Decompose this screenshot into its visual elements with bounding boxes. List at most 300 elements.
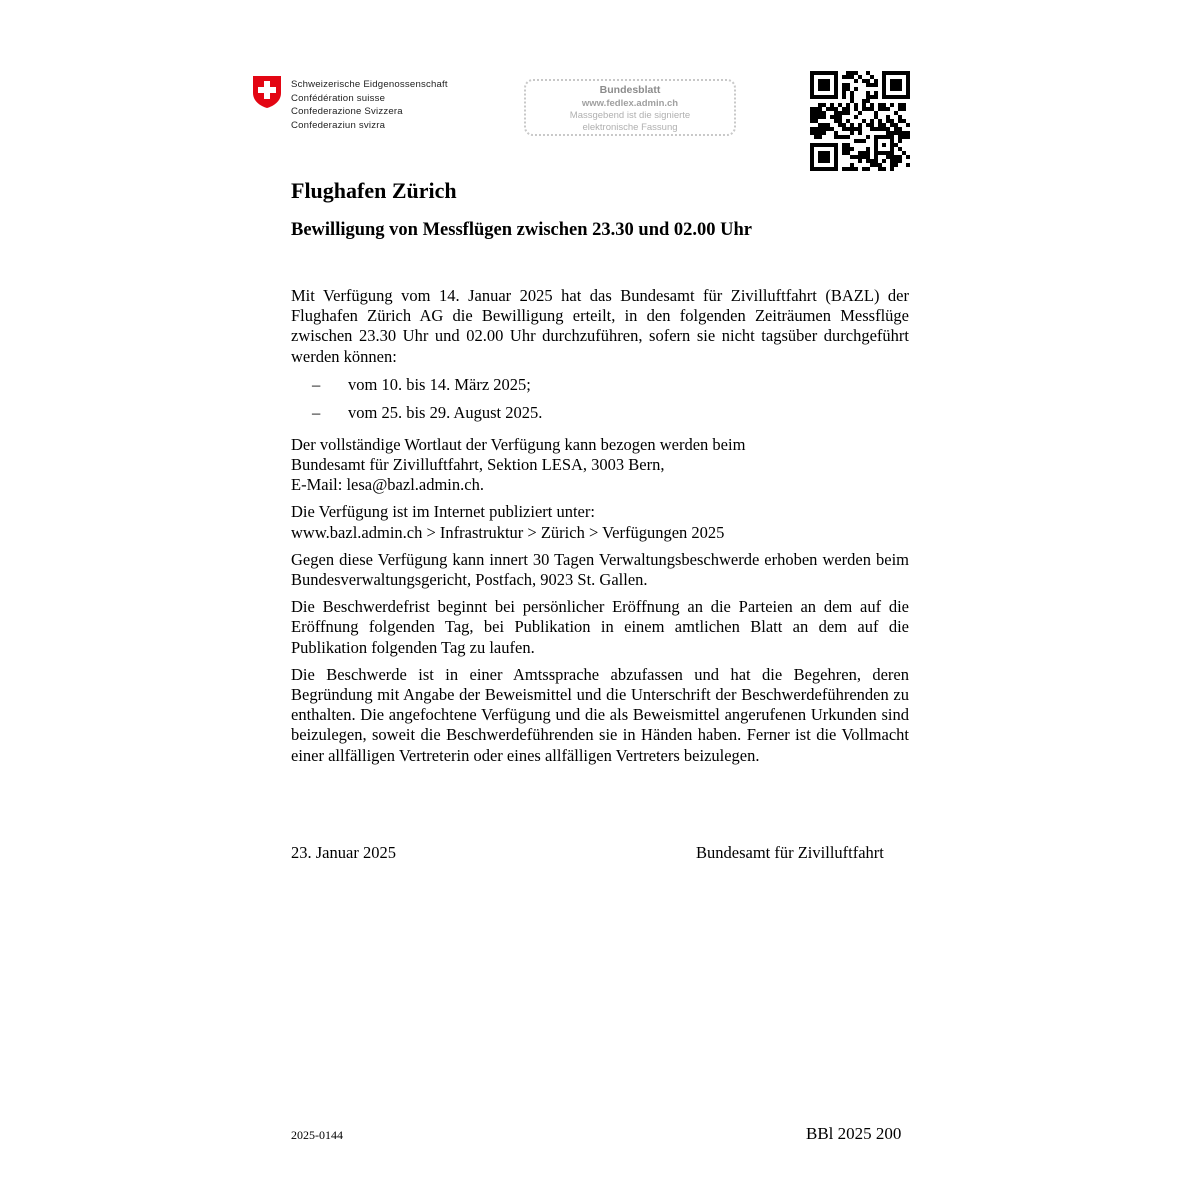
qr-module [822, 159, 826, 163]
qr-module [870, 83, 874, 87]
qr-module [898, 95, 902, 99]
qr-module [850, 99, 854, 103]
qr-module [854, 155, 858, 159]
qr-module [894, 71, 898, 75]
qr-module [846, 135, 850, 139]
qr-module [874, 95, 878, 99]
qr-module [830, 143, 834, 147]
qr-module [886, 151, 890, 155]
qr-module [818, 111, 822, 115]
qr-module [866, 135, 870, 139]
qr-module [906, 95, 910, 99]
qr-module [894, 159, 898, 163]
qr-module [894, 155, 898, 159]
qr-module [902, 95, 906, 99]
qr-module [894, 127, 898, 131]
qr-module [810, 75, 814, 79]
qr-module [834, 83, 838, 87]
qr-module [846, 83, 850, 87]
qr-module [814, 71, 818, 75]
qr-module [886, 115, 890, 119]
qr-module [906, 91, 910, 95]
qr-module [874, 79, 878, 83]
qr-module [842, 95, 846, 99]
qr-module [830, 127, 834, 131]
qr-module [826, 83, 830, 87]
qr-module [842, 135, 846, 139]
confederation-name-de: Schweizerische Eidgenossenschaft [291, 79, 448, 90]
qr-module [842, 91, 846, 95]
qr-module [842, 107, 846, 111]
qr-module [850, 163, 854, 167]
qr-module [874, 155, 878, 159]
qr-module [882, 75, 886, 79]
qr-module [846, 147, 850, 151]
qr-module [842, 143, 846, 147]
qr-module [882, 87, 886, 91]
qr-module [878, 127, 882, 131]
stamp-url: www.fedlex.admin.ch [581, 98, 679, 109]
qr-module [906, 131, 910, 135]
contact-email: E-Mail: lesa@bazl.admin.ch. [291, 475, 484, 495]
qr-module [818, 127, 822, 131]
qr-module [882, 143, 886, 147]
qr-module [866, 167, 870, 171]
bbl-reference: BBl 2025 200 [806, 1124, 902, 1143]
qr-module [906, 135, 910, 139]
qr-module [882, 83, 886, 87]
qr-module [906, 71, 910, 75]
qr-module [838, 115, 842, 119]
qr-module [902, 103, 906, 107]
qr-module [874, 147, 878, 151]
qr-module [830, 95, 834, 99]
qr-module [834, 107, 838, 111]
qr-module [822, 155, 826, 159]
issuing-authority: Bundesamt für Zivilluftfahrt [696, 843, 884, 862]
qr-module [850, 75, 854, 79]
qr-module [826, 123, 830, 127]
qr-module [810, 87, 814, 91]
qr-module [814, 127, 818, 131]
qr-module [854, 139, 858, 143]
qr-module [862, 139, 866, 143]
qr-module [906, 79, 910, 83]
qr-module [822, 127, 826, 131]
qr-module [906, 155, 910, 159]
qr-module [854, 87, 858, 91]
qr-module [882, 95, 886, 99]
qr-module [810, 151, 814, 155]
qr-module [866, 83, 870, 87]
qr-module [850, 131, 854, 135]
qr-module [822, 87, 826, 91]
stamp-note-line1: Massgebend ist die signierte [569, 110, 691, 121]
qr-module [854, 127, 858, 131]
qr-module [838, 123, 842, 127]
qr-module [810, 91, 814, 95]
qr-module [890, 135, 894, 139]
qr-module [818, 143, 822, 147]
qr-module [890, 83, 894, 87]
qr-module [810, 147, 814, 151]
qr-module [818, 115, 822, 119]
qr-module [814, 131, 818, 135]
document-body [291, 286, 909, 766]
period-text: vom 25. bis 29. August 2025. [348, 402, 543, 422]
qr-module [878, 167, 882, 171]
qr-module [890, 123, 894, 127]
qr-module [814, 143, 818, 147]
qr-module [842, 75, 846, 79]
qr-module [822, 111, 826, 115]
qr-module [834, 71, 838, 75]
qr-module [810, 119, 814, 123]
qr-module [886, 95, 890, 99]
qr-module [810, 155, 814, 159]
qr-module [886, 107, 890, 111]
qr-module [826, 159, 830, 163]
qr-module [822, 123, 826, 127]
qr-module [858, 155, 862, 159]
qr-module [810, 167, 814, 171]
qr-module [894, 163, 898, 167]
qr-module [890, 167, 894, 171]
qr-module [818, 95, 822, 99]
qr-module [906, 87, 910, 91]
qr-module [882, 127, 886, 131]
qr-module [810, 107, 814, 111]
bundesblatt-stamp [524, 79, 736, 136]
qr-module [874, 163, 878, 167]
qr-module [810, 131, 814, 135]
qr-module [890, 155, 894, 159]
qr-module [810, 143, 814, 147]
qr-module [862, 103, 866, 107]
qr-module [862, 99, 866, 103]
qr-module [838, 135, 842, 139]
list-dash: – [312, 374, 321, 394]
contact-paragraph [291, 435, 909, 496]
qr-module [906, 75, 910, 79]
qr-module [878, 135, 882, 139]
qr-module [814, 167, 818, 171]
qr-module [834, 79, 838, 83]
qr-module [886, 131, 890, 135]
qr-module [818, 131, 822, 135]
qr-module [866, 147, 870, 151]
qr-module [874, 83, 878, 87]
qr-module [826, 151, 830, 155]
qr-module [870, 119, 874, 123]
qr-module [822, 103, 826, 107]
qr-module [846, 103, 850, 107]
qr-module [822, 71, 826, 75]
qr-module [862, 167, 866, 171]
qr-module [818, 167, 822, 171]
qr-module [886, 135, 890, 139]
qr-module [890, 163, 894, 167]
qr-module [854, 115, 858, 119]
qr-module [898, 115, 902, 119]
qr-module [886, 71, 890, 75]
qr-module [822, 83, 826, 87]
qr-module [818, 87, 822, 91]
qr-module [870, 123, 874, 127]
qr-module [842, 87, 846, 91]
qr-module [810, 163, 814, 167]
qr-module [894, 95, 898, 99]
qr-module [810, 115, 814, 119]
qr-module [890, 159, 894, 163]
qr-module [826, 71, 830, 75]
qr-module [874, 135, 878, 139]
qr-module [850, 147, 854, 151]
internet-paragraph [291, 502, 909, 542]
qr-module [858, 111, 862, 115]
period-item [291, 375, 909, 395]
qr-module [846, 111, 850, 115]
qr-module [866, 107, 870, 111]
qr-module [826, 107, 830, 111]
qr-module [898, 87, 902, 91]
qr-module [834, 87, 838, 91]
qr-module [846, 143, 850, 147]
deadline-paragraph: Die Beschwerdefrist beginnt bei persönlicher Eröffnung an die Parteien an dem auf die Eröffnung folgenden Tag, bei Publikation in einem amtlichen Blatt an dem auf die Publikation folgenden Tag zu laufen. [291, 597, 909, 657]
qr-module [834, 155, 838, 159]
qr-module [866, 123, 870, 127]
qr-module [866, 71, 870, 75]
qr-module [878, 103, 882, 107]
qr-module [882, 103, 886, 107]
qr-module [834, 147, 838, 151]
qr-module [874, 139, 878, 143]
qr-module [814, 111, 818, 115]
qr-module [822, 131, 826, 135]
qr-module [818, 123, 822, 127]
qr-module [814, 115, 818, 119]
qr-module [838, 103, 842, 107]
qr-module [862, 119, 866, 123]
qr-module [818, 83, 822, 87]
qr-module [854, 71, 858, 75]
qr-module [818, 71, 822, 75]
qr-module [854, 167, 858, 171]
qr-module [846, 71, 850, 75]
qr-module [870, 103, 874, 107]
qr-module [898, 159, 902, 163]
qr-module [898, 147, 902, 151]
qr-module [898, 79, 902, 83]
qr-module [846, 119, 850, 123]
qr-module [874, 143, 878, 147]
qr-module [826, 127, 830, 131]
qr-module [890, 119, 894, 123]
qr-module [850, 71, 854, 75]
document-title: Flughafen Zürich [291, 178, 457, 203]
qr-module [882, 135, 886, 139]
qr-module [810, 79, 814, 83]
qr-module [894, 111, 898, 115]
stamp-note-line2: elektronische Fassung [582, 122, 678, 133]
qr-module [890, 95, 894, 99]
confederation-name-fr: Confédération suisse [291, 92, 386, 104]
qr-module [882, 167, 886, 171]
qr-module [858, 159, 862, 163]
qr-module [842, 83, 846, 87]
qr-module [814, 135, 818, 139]
qr-module [874, 111, 878, 115]
qr-module [898, 135, 902, 139]
qr-module [810, 127, 814, 131]
qr-module [898, 155, 902, 159]
qr-module [890, 87, 894, 91]
qr-module [822, 167, 826, 171]
qr-module [814, 107, 818, 111]
contact-line: Der vollständige Wortlaut der Verfügung kann bezogen werden beim [291, 434, 746, 454]
list-dash: – [312, 402, 321, 422]
qr-code-icon [810, 71, 910, 171]
qr-module [890, 79, 894, 83]
qr-module [838, 111, 842, 115]
qr-module [902, 131, 906, 135]
document-id: 2025-0144 [291, 1128, 343, 1142]
qr-module [818, 159, 822, 163]
qr-module [810, 111, 814, 115]
qr-module [890, 131, 894, 135]
swiss-cross-shield-icon [252, 75, 282, 109]
qr-module [878, 123, 882, 127]
qr-module [902, 119, 906, 123]
qr-module [906, 123, 910, 127]
qr-module [858, 131, 862, 135]
qr-module [862, 155, 866, 159]
qr-module [810, 71, 814, 75]
qr-module [830, 107, 834, 111]
stamp-title: Bundesblatt [599, 84, 661, 96]
qr-module [898, 71, 902, 75]
qr-module [862, 151, 866, 155]
qr-module [870, 159, 874, 163]
qr-module [826, 95, 830, 99]
qr-module [898, 107, 902, 111]
qr-module [890, 151, 894, 155]
qr-module [818, 107, 822, 111]
qr-module [894, 131, 898, 135]
qr-module [866, 151, 870, 155]
qr-module [898, 131, 902, 135]
qr-module [850, 167, 854, 171]
qr-module [842, 167, 846, 171]
qr-module [902, 71, 906, 75]
qr-module [866, 99, 870, 103]
qr-module [818, 151, 822, 155]
qr-module [842, 123, 846, 127]
qr-module [814, 119, 818, 123]
qr-module [854, 107, 858, 111]
qr-module [870, 95, 874, 99]
qr-module [874, 151, 878, 155]
period-list [291, 375, 909, 423]
qr-module [818, 155, 822, 159]
qr-module [890, 103, 894, 107]
internet-line: Die Verfügung ist im Internet publiziert unter: [291, 502, 595, 522]
qr-module [898, 127, 902, 131]
qr-module [826, 143, 830, 147]
qr-module [878, 151, 882, 155]
qr-module [834, 119, 838, 123]
qr-module [822, 143, 826, 147]
qr-module [874, 159, 878, 163]
period-text: vom 10. bis 14. März 2025; [348, 374, 531, 394]
qr-module [878, 119, 882, 123]
qr-module [894, 123, 898, 127]
qr-module [906, 83, 910, 87]
qr-module [874, 91, 878, 95]
qr-module [902, 107, 906, 111]
qr-module [894, 83, 898, 87]
qr-module [890, 147, 894, 151]
qr-module [882, 151, 886, 155]
confederation-name-rm: Confederaziun svizra [291, 119, 386, 131]
qr-module [866, 79, 870, 83]
qr-module [866, 159, 870, 163]
qr-module [878, 163, 882, 167]
qr-module [830, 115, 834, 119]
qr-module [818, 79, 822, 83]
qr-module [882, 91, 886, 95]
qr-module [898, 83, 902, 87]
qr-module [882, 107, 886, 111]
qr-module [834, 135, 838, 139]
qr-module [866, 155, 870, 159]
contact-line: Bundesamt für Zivilluftfahrt, Sektion LESA, 3003 Bern, [291, 455, 665, 475]
qr-module [862, 79, 866, 83]
qr-module [834, 95, 838, 99]
qr-module [842, 147, 846, 151]
qr-module [842, 111, 846, 115]
qr-module [846, 75, 850, 79]
qr-module [810, 159, 814, 163]
qr-module [898, 103, 902, 107]
qr-module [858, 151, 862, 155]
qr-module [858, 123, 862, 127]
qr-module [838, 119, 842, 123]
qr-module [906, 163, 910, 167]
qr-module [850, 155, 854, 159]
qr-module [842, 127, 846, 131]
qr-module [834, 163, 838, 167]
qr-module [822, 115, 826, 119]
qr-module [858, 139, 862, 143]
qr-module [882, 123, 886, 127]
qr-module [822, 79, 826, 83]
period-item [291, 403, 909, 423]
qr-module [866, 95, 870, 99]
qr-module [834, 151, 838, 155]
qr-module [826, 167, 830, 171]
qr-module [850, 127, 854, 131]
qr-module [834, 91, 838, 95]
qr-module [818, 135, 822, 139]
qr-module [886, 127, 890, 131]
qr-module [874, 127, 878, 131]
qr-module [810, 95, 814, 99]
qr-module [854, 103, 858, 107]
qr-module [886, 119, 890, 123]
qr-module [898, 139, 902, 143]
confederation-names [291, 78, 448, 132]
